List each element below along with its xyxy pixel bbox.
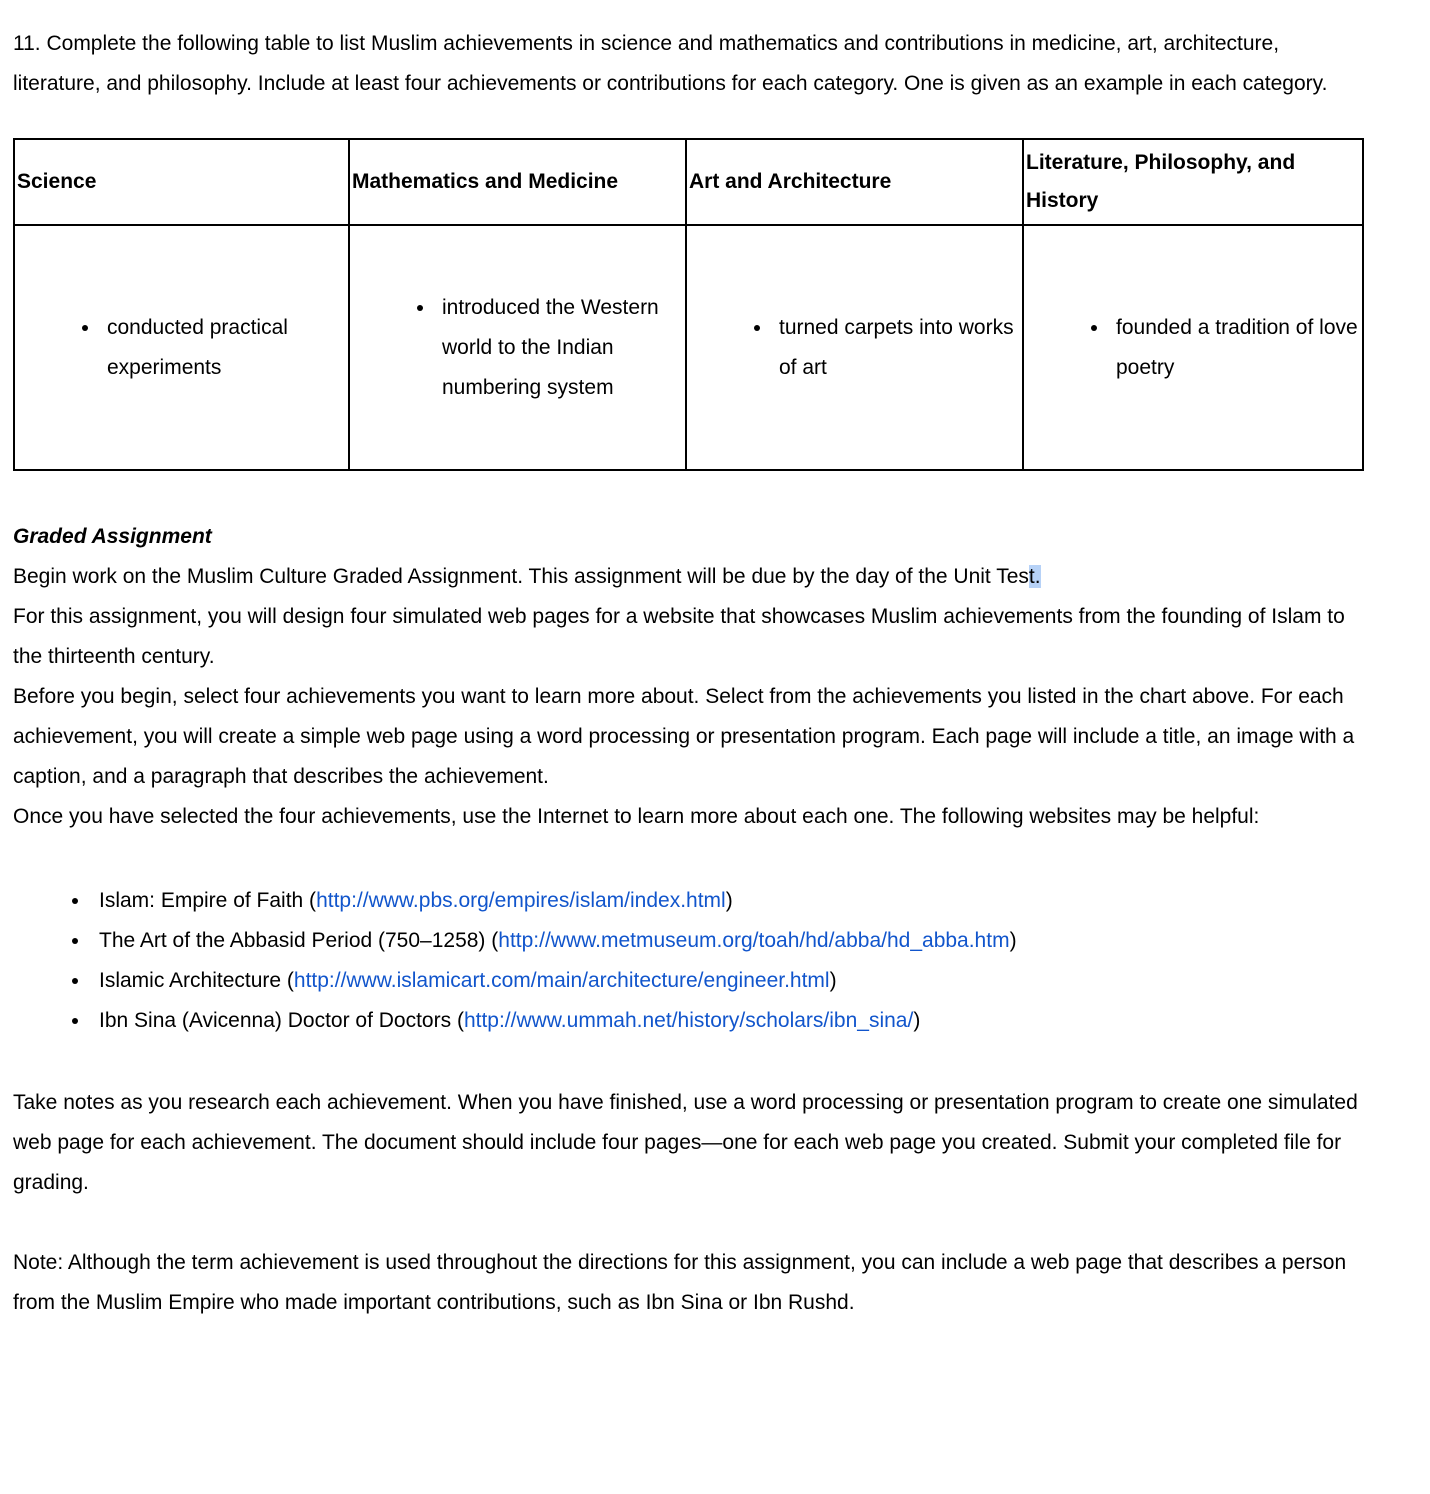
mathematics-example-item: • introduced the Western world to the Indian numbering system <box>436 288 681 408</box>
resource-suffix: ) <box>725 889 733 912</box>
resource-link-metmuseum[interactable]: http://www.metmuseum.org/toah/hd/abba/hd_abba.htm <box>498 929 1010 952</box>
literature-example-item: • founded a tradition of love poetry <box>1110 308 1358 388</box>
mathematics-example-list <box>354 288 681 408</box>
assignment-description-paragraph: For this assignment, you will design four simulated web pages for a website that showcases Muslim achievements from the founding of Islam to the thirteenth century. <box>13 605 1345 668</box>
resource-suffix: ) <box>1009 929 1017 952</box>
table-examples-row <box>14 225 1363 470</box>
resource-item-metmuseum <box>91 921 1358 961</box>
graded-assignment-heading: Graded Assignment <box>13 525 212 548</box>
resource-label: Islamic Architecture ( <box>99 969 294 992</box>
science-example-list <box>19 308 344 388</box>
resource-label: The Art of the Abbasid Period (750–1258) ( <box>99 929 499 952</box>
note-paragraph: Note: Although the term achievement is used throughout the directions for this assignment, you can include a web page that describes a person from the Muslim Empire who made important contributions, such as Ibn Sina or Ibn Rushd. <box>13 1251 1347 1314</box>
websites-intro-paragraph: Once you have selected the four achievements, use the Internet to learn more about each one. The following websites may be helpful: <box>13 805 1260 828</box>
resource-link-pbs[interactable]: http://www.pbs.org/empires/islam/index.html <box>316 889 726 912</box>
art-example-item: • turned carpets into works of art <box>773 308 1018 388</box>
resource-item-islamicart <box>91 961 1358 1001</box>
resource-link-ummah[interactable]: http://www.ummah.net/history/scholars/ibn_sina/ <box>463 1009 914 1032</box>
resource-label: Islam: Empire of Faith ( <box>99 889 317 912</box>
text-selection-highlight: t. <box>1028 565 1041 588</box>
literature-example-list <box>1028 308 1358 388</box>
column-header-science: Science <box>14 139 349 225</box>
cell-science[interactable] <box>14 225 349 470</box>
resource-link-islamicart[interactable]: http://www.islamicart.com/main/architecture/engineer.html <box>293 969 830 992</box>
cell-mathematics-medicine[interactable] <box>349 225 686 470</box>
resource-suffix: ) <box>829 969 837 992</box>
resource-links-list <box>13 881 1358 1041</box>
column-header-literature-philosophy-history: Literature, Philosophy, and History <box>1023 139 1363 225</box>
resource-item-ummah <box>91 1001 1358 1041</box>
resource-suffix: ) <box>913 1009 921 1032</box>
assignment-instructions-paragraph: Before you begin, select four achievements you want to learn more about. Select from the achievements you listed in the chart above. For each achievement, you will create a simple web page using a word processing or presentation program. Each page will include a title, an image with a caption, and a paragraph that describes the achievement. <box>13 685 1355 788</box>
resource-item-pbs <box>91 881 1358 921</box>
take-notes-paragraph: Take notes as you research each achievement. When you have finished, use a word processing or presentation program to create one simulated web page for each achievement. The document should include four pages—one for each web page you created. Submit your completed file for grading. <box>13 1091 1358 1194</box>
art-example-list <box>691 308 1018 388</box>
column-header-art-architecture: Art and Architecture <box>686 139 1023 225</box>
table-header-row <box>14 139 1363 225</box>
column-header-mathematics-medicine: Mathematics and Medicine <box>349 139 686 225</box>
assignment-due-paragraph <box>13 557 1358 597</box>
achievements-table <box>13 138 1364 471</box>
cell-art-architecture[interactable] <box>686 225 1023 470</box>
resource-label: Ibn Sina (Avicenna) Doctor of Doctors ( <box>99 1009 464 1032</box>
science-example-item: • conducted practical experiments <box>101 308 344 388</box>
cell-literature-philosophy-history[interactable] <box>1023 225 1363 470</box>
assignment-due-text: Begin work on the Muslim Culture Graded Assignment. This assignment will be due by the day of the Unit Tes <box>13 565 1029 588</box>
question-11-text: 11. Complete the following table to list Muslim achievements in science and mathematics and contributions in medicine, art, architecture, literature, and philosophy. Include at least four achievements or contributions for each category. One is given as an example in each category. <box>13 32 1328 95</box>
